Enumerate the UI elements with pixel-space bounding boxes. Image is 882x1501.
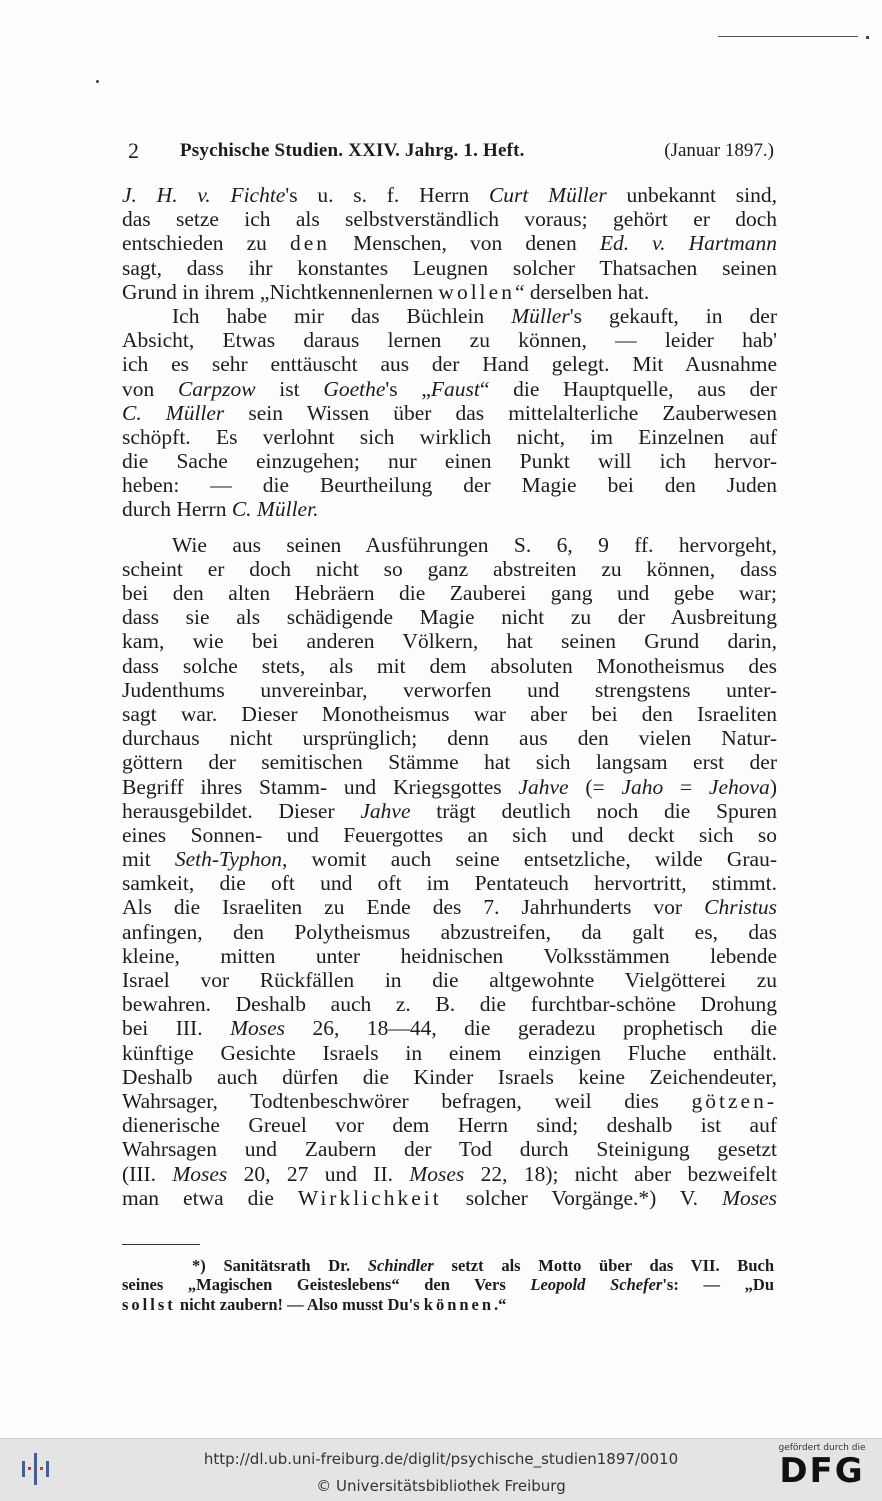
text-line: Deshalb auch dürfen die Kinder Israels keine Zeichendeuter, — [122, 1064, 777, 1089]
copyright-notice: © Universitätsbibliothek Freiburg — [316, 1477, 566, 1495]
body-text — [122, 183, 777, 1210]
text-line: Israel vor Rückfällen in die altgewohnte Vielgötterei zu — [122, 968, 777, 992]
emphasis-italic: Moses — [409, 1161, 465, 1186]
text-line: ich es sehr enttäuscht aus der Hand gelegt. Mit Ausnahme — [122, 352, 777, 377]
text-line: von Carpzow ist Goethe's „Faust“ die Hauptquelle, aus der — [122, 376, 777, 401]
emphasis-italic: C. Müller — [122, 400, 225, 425]
text-line: bewahren. Deshalb auch z. B. die furchtbar-schöne Drohung — [122, 992, 777, 1017]
text-line: das setze ich als selbstverständlich voraus; gehört er doch — [122, 207, 777, 232]
text-line: Begriff ihres Stamm- und Kriegsgottes Jahve (= Jaho = Jehova) — [122, 774, 777, 799]
text-line: durch Herrn C. Müller. — [122, 497, 319, 522]
emphasis-italic: Schindler — [367, 1256, 434, 1275]
text-line: kleine, mitten unter heidnischen Volksstämmen lebende — [122, 943, 777, 968]
page-number: 2 — [128, 138, 139, 163]
emphasis-italic: Curt Müller — [488, 183, 607, 207]
text-line: Grund in ihrem „Nichtkennenlernen wollen“ derselben hat. — [122, 279, 650, 304]
emphasis-spaced: wollen — [438, 279, 515, 304]
emphasis-italic: Leopold Schefer — [530, 1275, 663, 1295]
footnote-line: seines „Magischen Geisteslebens“ den Vers Leopold Schefer's: — „Du — [122, 1275, 775, 1295]
text-line: J. H. v. Fichte's u. s. f. Herrn Curt Müller unbekannt sind, — [122, 183, 777, 207]
emphasis-italic: Jehova — [708, 774, 770, 799]
margin-speck — [96, 80, 99, 83]
emphasis-italic: Jahve — [360, 798, 411, 823]
footnote-rule — [122, 1244, 200, 1245]
emphasis-spaced: Wirklichkeit — [297, 1185, 442, 1210]
text-line: herausgebildet. Dieser Jahve trägt deutlich noch die Spuren — [122, 798, 777, 823]
emphasis-spaced: sollst — [122, 1294, 176, 1314]
text-line: Ich habe mir das Büchlein Müller's gekauft, in der — [172, 303, 777, 328]
text-line: anfingen, den Polytheismus abzustreifen, da galt es, das — [122, 919, 777, 944]
footnote-line: sollst nicht zaubern! — Also musst Du's können.“ — [122, 1294, 507, 1314]
emphasis-italic: J. H. v. Fichte — [122, 183, 286, 207]
emphasis-italic: Moses — [230, 1016, 285, 1041]
dfg-caption: gefördert durch die — [778, 1443, 866, 1453]
text-line: sagt war. Dieser Monotheismus war aber bei den Israeliten — [122, 701, 777, 726]
emphasis-italic: Christus — [704, 895, 777, 920]
viewer-footer — [0, 1438, 882, 1501]
page-header — [128, 138, 774, 164]
top-speck — [866, 36, 869, 39]
text-line: C. Müller sein Wissen über das mittelalterliche Zauberwesen — [122, 400, 778, 425]
text-line: bei den alten Hebräern die Zauberei gang und gebe war; — [122, 581, 777, 605]
text-line: Wie aus seinen Ausführungen S. 6, 9 ff. hervorgeht, — [172, 532, 777, 557]
emphasis-italic: Moses — [172, 1161, 228, 1186]
text-line: eines Sonnen- und Feuergottes an sich und deckt sich so — [122, 822, 777, 847]
emphasis-italic: Goethe — [323, 376, 386, 401]
text-line: kam, wie bei anderen Völkern, hat seinen Grund darin, — [122, 629, 777, 654]
text-line: Wahrsagen und Zaubern der Tod durch Steinigung gesetzt — [122, 1137, 777, 1162]
text-line: scheint er doch nicht so ganz abstreiten zu können, dass — [122, 556, 777, 581]
text-line: (III. Moses 20, 27 und II. Moses 22, 18); nicht aber bezweifelt — [122, 1161, 777, 1186]
text-line: Als die Israeliten zu Ende des 7. Jahrhunderts vor Christus — [122, 895, 777, 920]
emphasis-italic: Jaho — [621, 774, 664, 799]
emphasis-italic: Faust — [430, 376, 480, 401]
text-line: man etwa die Wirklichkeit solcher Vorgänge.*) V. Moses — [122, 1185, 777, 1210]
text-line: dienerische Greuel vor dem Herrn sind; deshalb ist auf — [122, 1113, 777, 1138]
text-line: schöpft. Es verlohnt sich wirklich nicht, im Einzelnen auf — [122, 424, 777, 449]
text-line: Absicht, Etwas daraus lernen zu können, — leider hab' — [122, 328, 777, 353]
emphasis-spaced: den — [290, 231, 331, 256]
text-line: die Sache einzugehen; nur einen Punkt will ich hervor- — [122, 449, 777, 474]
emphasis-italic: Jahve — [518, 774, 569, 799]
emphasis-italic: Müller — [511, 303, 570, 328]
top-rule — [718, 36, 858, 37]
emphasis-italic: Moses — [722, 1185, 777, 1210]
text-line: bei III. Moses 26, 18—44, die geradezu prophetisch die — [122, 1016, 777, 1041]
running-title: Psychische Studien. XXIV. Jahrg. 1. Heft. — [180, 140, 525, 161]
footnote — [122, 1256, 774, 1314]
text-line: heben: — die Beurtheilung der Magie bei den Juden — [122, 473, 777, 498]
emphasis-spaced: götzen- — [691, 1088, 777, 1113]
text-line: durchaus nicht ursprünglich; denn aus den vielen Natur- — [122, 726, 777, 751]
emphasis-italic: Carpzow — [177, 376, 256, 401]
footnote-line: *) Sanitätsrath Dr. Schindler setzt als Motto über das VII. Buch — [192, 1256, 774, 1275]
text-line: mit Seth-Typhon, womit auch seine entsetzliche, wilde Grau- — [122, 847, 777, 872]
dfg-logo — [772, 1443, 872, 1489]
emphasis-italic: Seth-Typhon — [174, 847, 282, 872]
text-line: dass solche stets, als mit dem absoluten Monotheismus des — [122, 653, 777, 678]
dfg-wordmark: DFG — [779, 1451, 865, 1491]
emphasis-italic: C. Müller. — [231, 497, 319, 522]
text-line: künftige Gesichte Israels in einem einzigen Fluche enthält. — [122, 1040, 777, 1065]
emphasis-italic: Ed. v. Hartmann — [599, 231, 778, 256]
text-line: samkeit, die oft und oft im Pentateuch hervortritt, stimmt. — [122, 871, 777, 896]
emphasis-spaced: können — [423, 1294, 495, 1314]
text-line: dass sie als schädigende Magie nicht zu der Ausbreitung — [122, 605, 777, 630]
text-line: Judenthums unvereinbar, verworfen und strengstens unter- — [122, 677, 777, 702]
page-url[interactable]: http://dl.ub.uni-freiburg.de/diglit/psychische_studien1897/0010 — [203, 1450, 679, 1468]
text-line: entschieden zu den Menschen, von denen Ed. v. Hartmann — [122, 231, 778, 256]
text-line: sagt, dass ihr konstantes Leugnen solcher Thatsachen seinen — [122, 255, 777, 280]
text-line: Wahrsager, Todtenbeschwörer befragen, weil dies götzen- — [122, 1088, 777, 1113]
text-line: göttern der semitischen Stämme hat sich langsam erst der — [122, 750, 777, 775]
issue-date: (Januar 1897.) — [664, 140, 774, 161]
